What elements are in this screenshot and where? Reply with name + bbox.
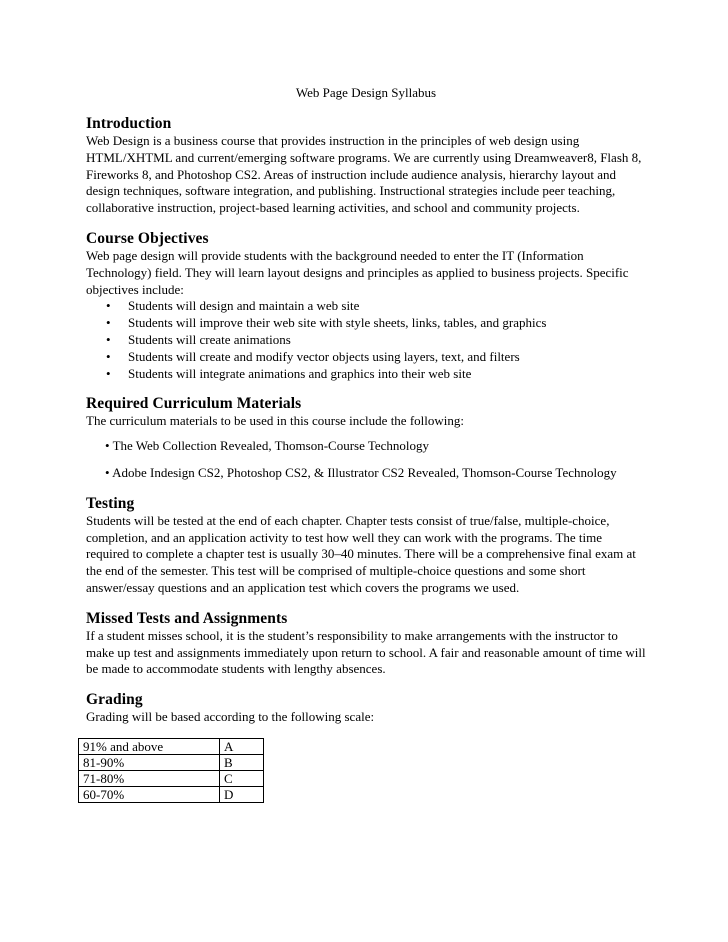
table-row [79, 786, 264, 802]
grade-letter: D [220, 786, 264, 802]
grade-letter: C [220, 770, 264, 786]
syllabus-page [83, 85, 646, 816]
bullet-icon: • [106, 315, 111, 331]
table-row [79, 738, 264, 754]
grading-section [83, 691, 646, 803]
materials-heading: Required Curriculum Materials [86, 395, 302, 413]
table-row [79, 770, 264, 786]
materials-list [86, 438, 646, 482]
bullet-icon: • [106, 331, 111, 347]
grade-range: 60-70% [79, 786, 220, 802]
materials-body: The curriculum materials to be used in this course include the following: [86, 413, 464, 429]
objectives-heading: Course Objectives [86, 229, 209, 247]
materials-section [86, 395, 646, 481]
missed-section [86, 610, 646, 678]
grade-range: 91% and above [79, 738, 220, 754]
bullet-icon: • [106, 348, 111, 364]
objective-item: • Students will design and maintain a web site [106, 298, 360, 314]
objective-item: • Students will integrate animations and graphics into their web site [106, 365, 472, 381]
objective-item: • Students will improve their web site with style sheets, links, tables, and graphics [106, 315, 547, 331]
missed-body: If a student misses school, it is the student’s responsibility to make arrangements with the instructor to make up test and assignments immediately upon return to school. A fair and reasonable amount of time will be made to accommodate students with lengthy absences. [86, 627, 646, 677]
table-row [79, 754, 264, 770]
material-item: • Adobe Indesign CS2, Photoshop CS2, & Illustrator CS2 Revealed, Thomson-Course Technology [105, 464, 617, 480]
grading-scale-table [78, 738, 264, 803]
grade-letter: B [220, 754, 264, 770]
bullet-icon: • [106, 365, 111, 381]
material-item: • The Web Collection Revealed, Thomson-Course Technology [105, 438, 430, 454]
introduction-section [86, 115, 646, 217]
introduction-heading: Introduction [86, 115, 172, 132]
testing-body: Students will be tested at the end of each chapter. Chapter tests consist of true/false, multiple-choice, completion, and an application activity to test how well they can work with the programs. The time required to complete a chapter test is usually 30–40 minutes. There will be a comprehensive final exam at the end of the semester. This test will be comprised of multiple-choice questions and some short answer/essay questions and an application test which covers the programs we used. [86, 512, 636, 595]
testing-section [86, 495, 646, 597]
grade-letter: A [220, 738, 264, 754]
introduction-body: Web Design is a business course that provides instruction in the principles of web design using HTML/XHTML and current/emerging software programs. We are currently using Dreamweaver8, Flash 8, Fireworks 8, and Photoshop CS2. Areas of instruction include audience analysis, hierarchy layout and design techniques, software integration, and publishing. Instructional strategies include peer teaching, collaborative instruction, project-based learning activities, and school and community projects. [86, 133, 642, 216]
objectives-section [86, 230, 646, 382]
objective-item: • Students will create and modify vector objects using layers, text, and filters [106, 348, 520, 364]
bullet-icon: • [106, 298, 111, 314]
objective-item: • Students will create animations [106, 331, 291, 347]
objectives-body: Web page design will provide students with the background needed to enter the IT (Information Technology) field. They will learn layout designs and principles as applied to business projects. Specific objectives include: [86, 247, 629, 297]
grade-range: 81-90% [79, 754, 220, 770]
missed-heading: Missed Tests and Assignments [86, 609, 288, 627]
testing-heading: Testing [86, 494, 135, 512]
document-title: Web Page Design Syllabus [295, 85, 437, 100]
grading-heading: Grading [86, 691, 143, 709]
grade-range: 71-80% [79, 770, 220, 786]
grading-body: Grading will be based according to the following scale: [86, 709, 375, 725]
objectives-list [86, 298, 646, 382]
